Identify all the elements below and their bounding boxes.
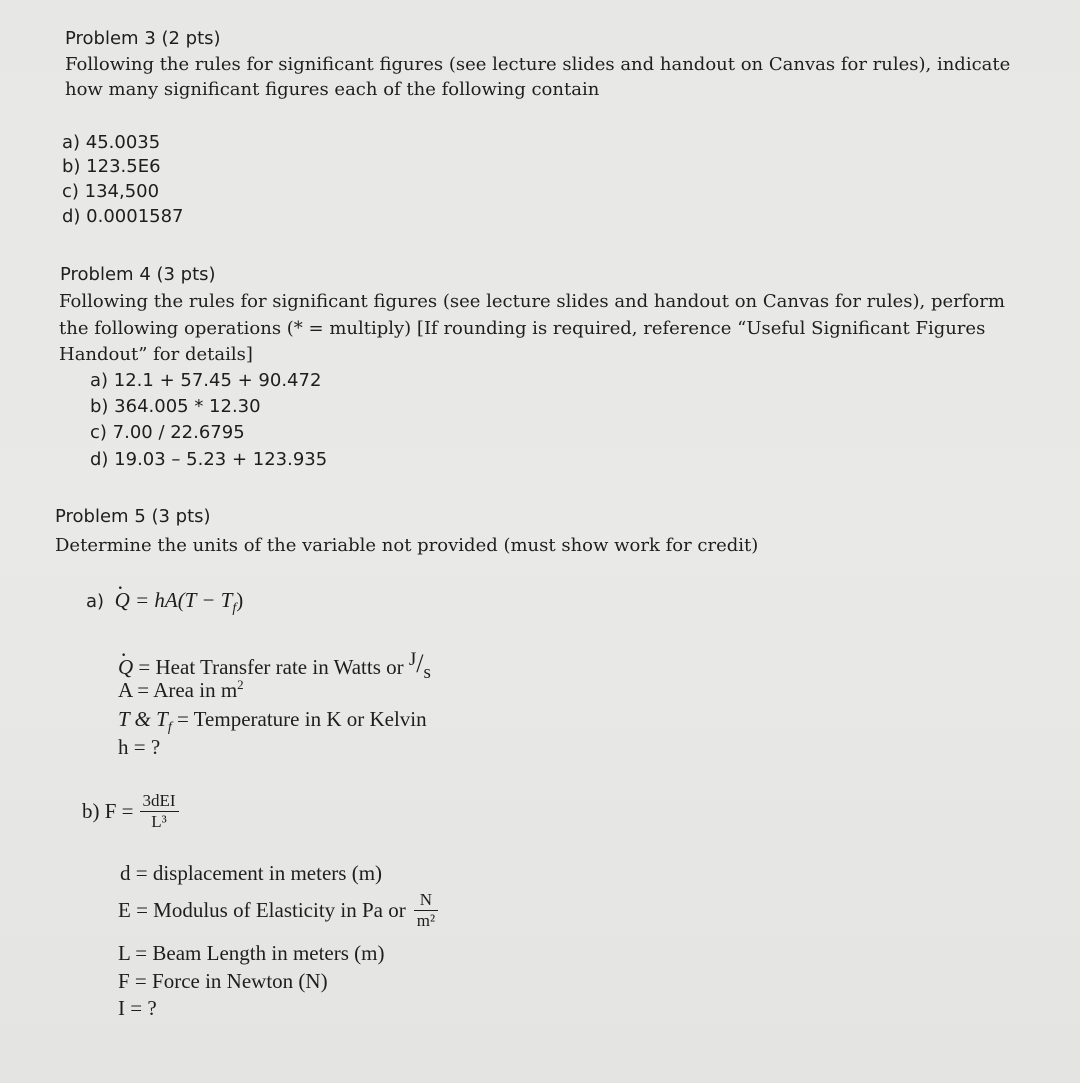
problem-3-item-d: d) 0.0001587 — [62, 206, 184, 227]
problem-4-line-1: Following the rules for significant figures (see lecture slides and handout on Canvas for rules), perform — [59, 291, 1005, 312]
problem-5-instruction: Determine the units of the variable not provided (must show work for credit) — [55, 535, 759, 556]
problem-4-title: Problem 4 (3 pts) — [60, 264, 216, 285]
equation-b-denominator: L³ — [151, 812, 167, 831]
equation-b-label: b) F = — [82, 799, 134, 823]
problem-4-line-3: Handout” for details] — [59, 344, 253, 365]
def-force: F = Force in Newton (N) — [118, 969, 328, 993]
def-temperature-text: = Temperature in K or Kelvin — [171, 707, 427, 731]
problem-4-line-2: the following operations (* = multiply) [If rounding is required, reference “Useful Significant Figures — [59, 318, 986, 339]
unit-second: s — [423, 662, 431, 683]
equation-b-fraction — [140, 791, 179, 832]
def-temperature-symbols: T & T — [118, 707, 168, 731]
def-h-unknown: h = ? — [118, 735, 161, 759]
problem-3-line-2: how many significant figures each of the following contain — [65, 79, 600, 100]
equation-b — [82, 791, 179, 832]
subscript-f: f — [232, 601, 237, 616]
problem-4-item-b: b) 364.005 * 12.30 — [90, 396, 261, 417]
def-modulus — [118, 890, 438, 931]
problem-3-item-c: c) 134,500 — [62, 181, 160, 202]
problem-3-title: Problem 3 (2 pts) — [65, 28, 221, 49]
def-heat-transfer: · Q = Heat Transfer rate in Watts or J/s — [118, 651, 431, 681]
def-modulus-text: E = Modulus of Elasticity in Pa or — [118, 898, 406, 922]
unit-newton: N — [414, 890, 438, 911]
problem-4-item-a: a) 12.1 + 57.45 + 90.472 — [90, 370, 322, 391]
def-temperature — [118, 707, 427, 735]
equation-a-rhs: = hA(T − T — [129, 588, 233, 612]
def-area — [118, 678, 244, 703]
def-displacement: d = displacement in meters (m) — [120, 861, 383, 885]
problem-4-item-d: d) 19.03 – 5.23 + 123.935 — [90, 449, 328, 470]
problem-3-item-b: b) 123.5E6 — [62, 156, 161, 177]
q-dot-symbol: · Q — [115, 588, 130, 613]
problem-3-line-1: Following the rules for significant figures (see lecture slides and handout on Canvas for rules), indicate — [65, 54, 1011, 75]
problem-3-item-a: a) 45.0035 — [62, 132, 161, 153]
unit-n-per-m2 — [414, 890, 438, 931]
superscript-2: 2 — [237, 677, 244, 692]
unit-m-squared: m² — [416, 911, 436, 930]
q-dot-symbol: · Q — [118, 655, 133, 680]
equation-a — [86, 588, 244, 616]
equation-a-close: ) — [236, 588, 244, 612]
unit-joule: J — [408, 649, 417, 670]
problem-4-item-c: c) 7.00 / 22.6795 — [90, 422, 245, 443]
def-heat-transfer-text: = Heat Transfer rate in Watts or — [133, 655, 409, 679]
equation-b-numerator: 3dEI — [140, 791, 179, 812]
equation-a-label: a) — [86, 591, 105, 612]
def-i-unknown: I = ? — [118, 996, 157, 1020]
def-area-text: A = Area in m — [118, 678, 238, 702]
subscript-f: f — [167, 720, 172, 735]
def-beam-length: L = Beam Length in meters (m) — [118, 941, 385, 965]
problem-5-title: Problem 5 (3 pts) — [55, 506, 211, 527]
